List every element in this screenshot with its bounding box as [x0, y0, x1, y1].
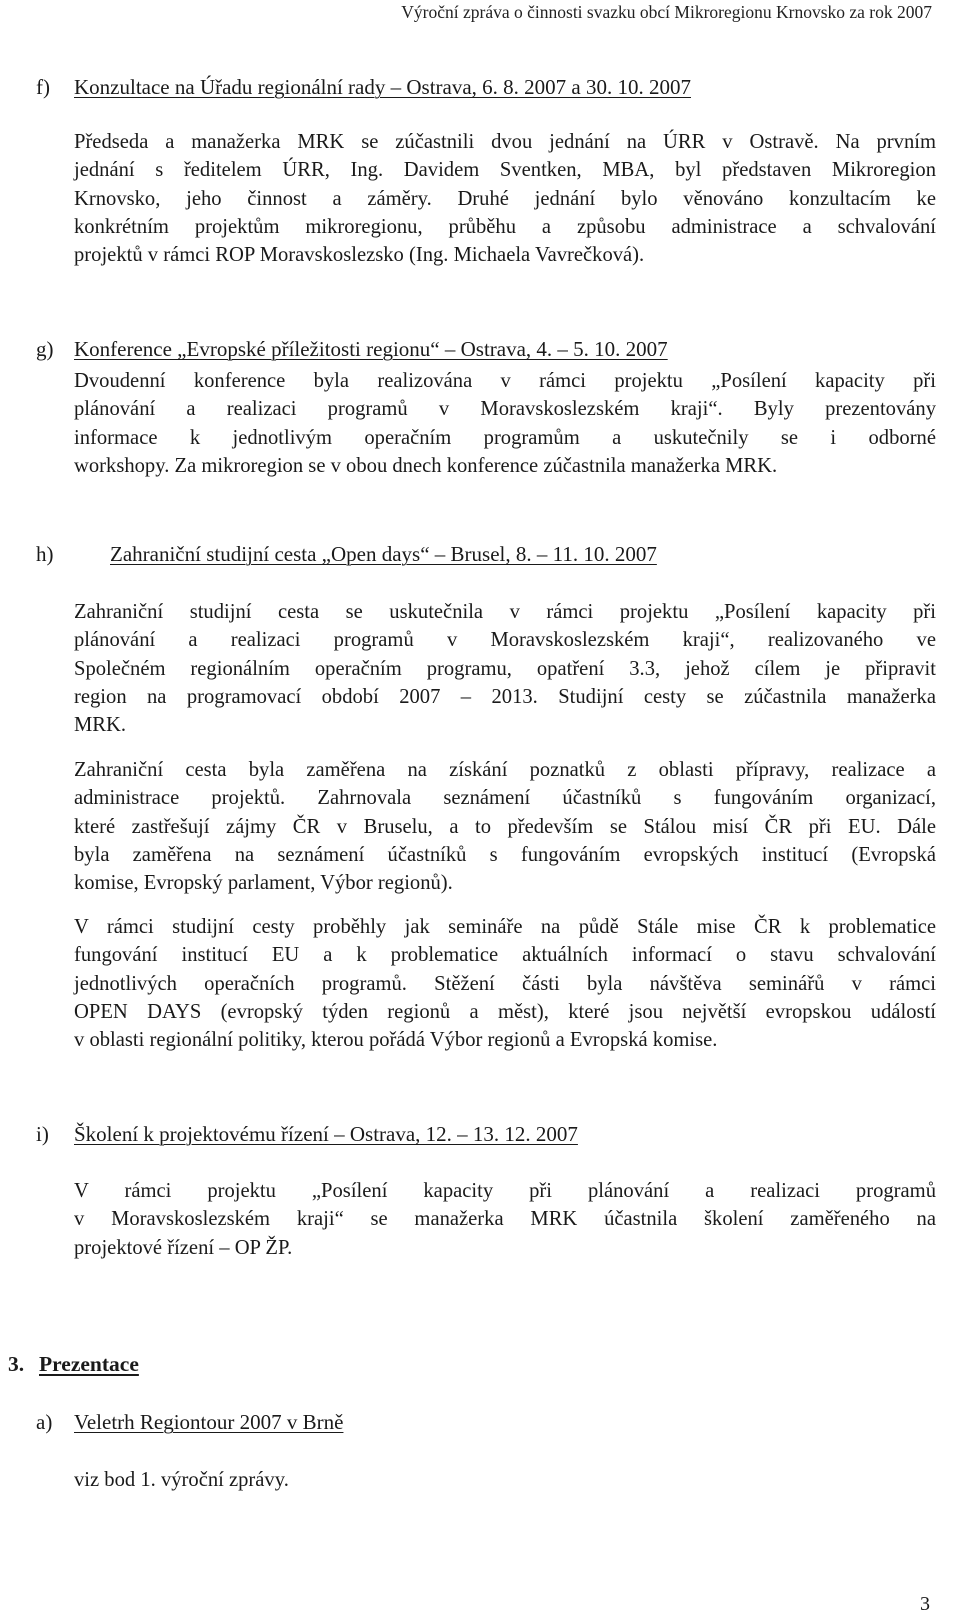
paragraph-line: OPEN DAYS (evropský týden regionů a měst), které jsou největší evropskou událostí — [74, 1000, 936, 1023]
section-a-title: Veletrh Regiontour 2007 v Brně — [74, 1410, 344, 1434]
section-i-paragraph — [74, 1177, 936, 1262]
paragraph-line: administrace projektů. Zahrnovala seznámení účastníků s fungováním organizací, — [74, 787, 936, 810]
paragraph-line: Krnovsko, jeho činnost a záměry. Druhé jednání bylo věnováno konzultacím ke — [74, 187, 936, 210]
section-i-title: Školení k projektovému řízení – Ostrava, 12. – 13. 12. 2007 — [74, 1122, 578, 1146]
paragraph-line: konkrétním projektům mikroregionu, průběhu a způsobu administrace a schvalování — [74, 215, 936, 238]
section-i-marker: i) — [36, 1122, 49, 1146]
paragraph-line: plánování a realizaci programů v Moravskoslezském kraji“. Byly prezentovány — [74, 398, 936, 421]
chapter-3-number: 3. — [8, 1352, 25, 1376]
section-h-paragraph-3 — [74, 913, 936, 1054]
section-a-marker: a) — [36, 1410, 53, 1434]
section-f-paragraph — [74, 128, 936, 269]
section-f-marker: f) — [36, 75, 50, 99]
paragraph-line: komise, Evropský parlament, Výbor regionů). — [74, 872, 453, 895]
paragraph-line: V rámci projektu „Posílení kapacity při plánování a realizaci programů — [74, 1180, 936, 1202]
paragraph-line: MRK. — [74, 714, 127, 737]
section-h-title: Zahraniční studijní cesta „Open days“ – Brusel, 8. – 11. 10. 2007 — [110, 542, 657, 566]
chapter-3-title: Prezentace — [39, 1352, 139, 1376]
paragraph-line: jednání s ředitelem ÚRR, Ing. Davidem Sventken, MBA, byl představen Mikroregion — [74, 159, 936, 182]
section-h-paragraph-2 — [74, 756, 936, 897]
paragraph-line: Zahraniční cesta byla zaměřena na získání poznatků z oblasti přípravy, realizace a — [74, 759, 936, 781]
section-a-paragraph — [74, 1466, 936, 1494]
paragraph-line: Dvoudenní konference byla realizována v rámci projektu „Posílení kapacity při — [74, 370, 936, 392]
paragraph-line: V rámci studijní cesty proběhly jak semináře na půdě Stále mise ČR k problematice — [74, 916, 936, 938]
section-g-marker: g) — [36, 337, 54, 361]
paragraph-line: Předseda a manažerka MRK se zúčastnili dvou jednání na ÚRR v Ostravě. Na prvním — [74, 131, 936, 153]
paragraph-line: viz bod 1. výroční zprávy. — [74, 1469, 289, 1491]
paragraph-line: projektů v rámci ROP Moravskoslezsko (Ing. Michaela Vavrečková). — [74, 244, 645, 267]
paragraph-line: v oblasti regionální politiky, kterou pořádá Výbor regionů a Evropská komise. — [74, 1029, 718, 1052]
paragraph-line: informace k jednotlivým operačním programům a uskutečnily se i odborné — [74, 426, 936, 449]
paragraph-line: jednotlivých operačních programů. Stěžení části byla návštěva seminářů v rámci — [74, 972, 936, 995]
paragraph-line: plánování a realizaci programů v Moravskoslezském kraji“, realizovaného ve — [74, 629, 936, 652]
paragraph-line: projektové řízení – OP ŽP. — [74, 1236, 293, 1259]
section-g-title: Konference „Evropské příležitosti regionu“ – Ostrava, 4. – 5. 10. 2007 — [74, 337, 668, 361]
paragraph-line: workshopy. Za mikroregion se v obou dnech konference zúčastnila manažerka MRK. — [74, 454, 778, 477]
chapter-3-heading — [8, 1352, 139, 1377]
paragraph-line: v Moravskoslezském kraji“ se manažerka MRK účastnila školení zaměřeného na — [74, 1208, 936, 1231]
paragraph-line: které zastřešují zájmy ČR v Bruselu, a to především se Stálou misí ČR při EU. Dále — [74, 815, 936, 838]
running-header: Výroční zpráva o činnosti svazku obcí Mikroregionu Krnovsko za rok 2007 — [401, 2, 932, 22]
page-number: 3 — [920, 1593, 930, 1615]
paragraph-line: region na programovací období 2007 – 2013. Studijní cesty se zúčastnila manažerka — [74, 685, 936, 708]
section-g-paragraph — [74, 367, 936, 480]
paragraph-line: Zahraniční studijní cesta se uskutečnila v rámci projektu „Posílení kapacity při — [74, 601, 936, 623]
section-h-marker: h) — [36, 542, 54, 566]
paragraph-line: Společném regionálním operačním programu, opatření 3.3, jehož cílem je připravit — [74, 657, 936, 680]
paragraph-line: fungování institucí EU a k problematice aktuálních informací o stavu schvalování — [74, 944, 936, 967]
paragraph-line: byla zaměřena na seznámení účastníků s fungováním evropských institucí (Evropská — [74, 843, 936, 866]
section-f-title: Konzultace na Úřadu regionální rady – Ostrava, 6. 8. 2007 a 30. 10. 2007 — [74, 75, 691, 99]
section-h-paragraph-1 — [74, 598, 936, 739]
